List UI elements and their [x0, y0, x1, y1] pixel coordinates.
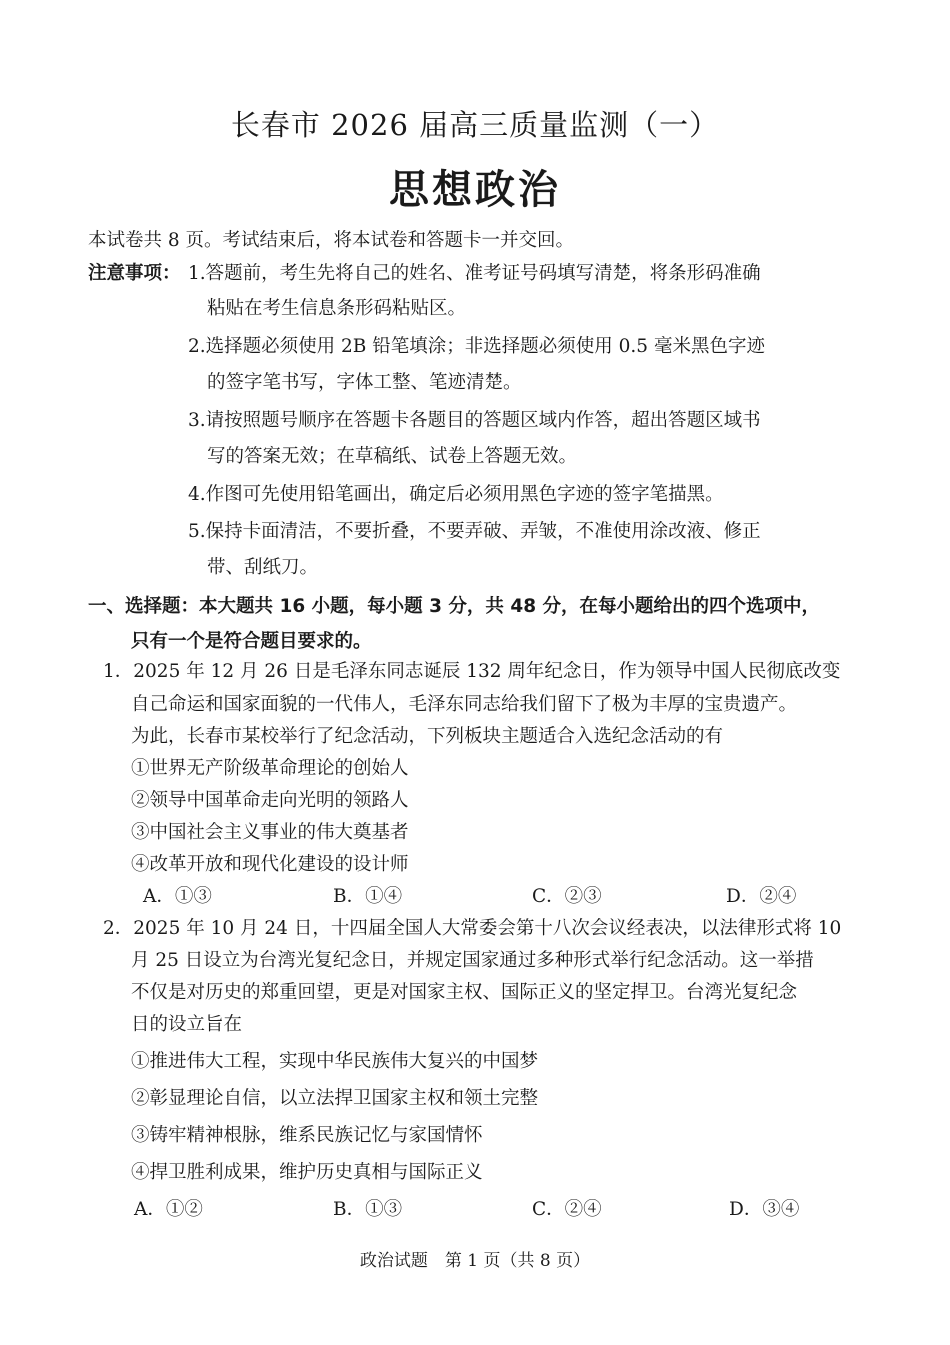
option-a: A．①② [134, 1199, 203, 1220]
question-stem-line: 月 25 日设立为台湾光复纪念日，并规定国家通过多种形式举行纪念活动。这一举措 [131, 950, 814, 971]
exam-title: 长春市 2026 届高三质量监测（一） [230, 108, 720, 142]
option-b: B．①④ [333, 886, 403, 907]
statement: ④改革开放和现代化建设的设计师 [131, 854, 409, 875]
question-stem-line: 自己命运和国家面貌的一代伟人，毛泽东同志给我们留下了极为丰厚的宝贵遗产。 [131, 694, 798, 715]
statement: ③中国社会主义事业的伟大奠基者 [131, 822, 409, 843]
question-stem-line: 1．2025 年 12 月 26 日是毛泽东同志诞辰 132 周年纪念日，作为领导中国人民彻底改变 [103, 661, 841, 682]
option-c: C．②③ [532, 886, 602, 907]
note-line: 1.答题前，考生先将自己的姓名、准考证号码填写清楚，将条形码准确 [188, 263, 761, 284]
subject-title: 思想政治 [389, 167, 561, 213]
note-line: 2.选择题必须使用 2B 铅笔填涂；非选择题必须使用 0.5 毫米黑色字迹 [188, 336, 765, 357]
note-line: 粘贴在考生信息条形码粘贴区。 [207, 298, 467, 319]
note-line: 写的答案无效；在草稿纸、试卷上答题无效。 [207, 446, 578, 467]
note-line: 3.请按照题号顺序在答题卡各题目的答题区域内作答，超出答题区域书 [188, 410, 761, 431]
option-c: C．②④ [532, 1199, 602, 1220]
statement: ②彰显理论自信，以立法捍卫国家主权和领土完整 [131, 1088, 539, 1109]
statement: ①推进伟大工程，实现中华民族伟大复兴的中国梦 [131, 1051, 539, 1072]
statement: ①世界无产阶级革命理论的创始人 [131, 758, 409, 779]
note-line: 4.作图可先使用铅笔画出，确定后必须用黑色字迹的签字笔描黑。 [188, 484, 724, 505]
question-stem-line: 不仅是对历史的郑重回望，更是对国家主权、国际正义的坚定捍卫。台湾光复纪念 [131, 982, 798, 1003]
statement: ④捍卫胜利成果，维护历史真相与国际正义 [131, 1162, 483, 1183]
statement: ②领导中国革命走向光明的领路人 [131, 790, 409, 811]
section-heading-line: 一、选择题：本大题共 16 小题，每小题 3 分，共 48 分，在每小题给出的四个选项中， [88, 596, 821, 617]
option-b: B．①③ [333, 1199, 403, 1220]
intro-text: 本试卷共 8 页。考试结束后，将本试卷和答题卡一并交回。 [88, 230, 575, 251]
note-line: 5.保持卡面清洁，不要折叠，不要弄破、弄皱，不准使用涂改液、修正 [188, 521, 761, 542]
notes-label: 注意事项： [88, 263, 181, 284]
page-footer: 政治试题 第 1 页（共 8 页） [359, 1251, 591, 1271]
note-line: 带、刮纸刀。 [207, 557, 319, 578]
note-line: 的签字笔书写，字体工整、笔迹清楚。 [207, 372, 522, 393]
question-stem-line: 为此，长春市某校举行了纪念活动，下列板块主题适合入选纪念活动的有 [131, 726, 724, 747]
option-d: D．②④ [726, 886, 797, 907]
option-d: D．③④ [729, 1199, 800, 1220]
question-stem-line: 2．2025 年 10 月 24 日，十四届全国人大常委会第十八次会议经表决，以法律形式将 10 [103, 918, 842, 939]
statement: ③铸牢精神根脉，维系民族记忆与家国情怀 [131, 1125, 483, 1146]
section-heading-line: 只有一个是符合题目要求的。 [131, 631, 372, 652]
option-a: A．①③ [143, 886, 212, 907]
question-stem-line: 日的设立旨在 [131, 1014, 243, 1035]
